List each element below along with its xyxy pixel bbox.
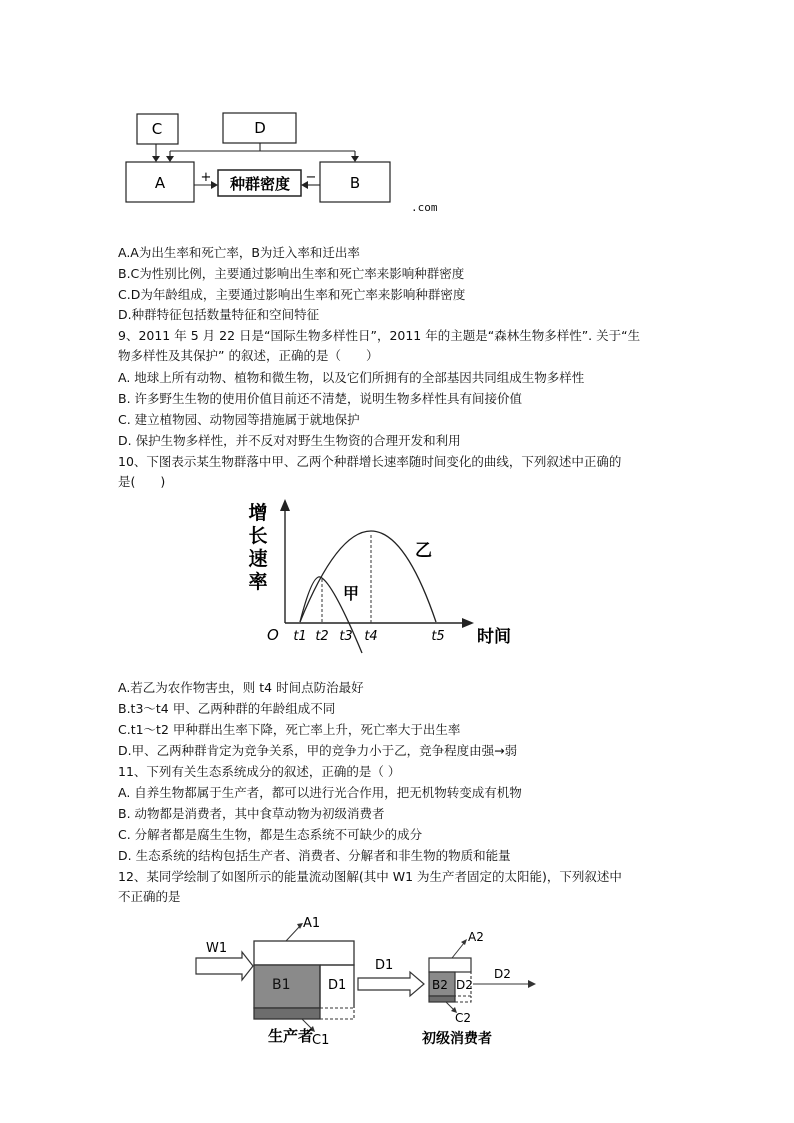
c2-label: C2 bbox=[455, 1011, 472, 1025]
producer-label: 生产者 bbox=[268, 1027, 314, 1045]
q9-option-b: B. 许多野生生物的使用价值目前还不清楚，说明生物多样性具有间接价值 bbox=[118, 391, 523, 406]
growth-rate-graph bbox=[240, 495, 530, 665]
b2-label: B2 bbox=[432, 978, 448, 992]
x-axis-label: 时间 bbox=[477, 627, 511, 647]
d1-box-label: D1 bbox=[328, 978, 347, 993]
w1-label: W1 bbox=[206, 941, 228, 956]
tick-t4: t4 bbox=[364, 629, 378, 644]
q9-option-d: D. 保护生物多样性，并不反对对野生生物资的合理开发和利用 bbox=[118, 433, 461, 448]
q11-option-c: C. 分解者都是腐生生物，都是生态系统不可缺少的成分 bbox=[118, 827, 423, 842]
y-label-char-4: 率 bbox=[248, 571, 268, 593]
curve-jia-label: 甲 bbox=[343, 584, 360, 603]
q9-option-a: A. 地球上所有动物、植物和微生物，以及它们所拥有的全部基因共同组成生物多样性 bbox=[118, 370, 585, 385]
watermark-text: .com bbox=[411, 201, 438, 214]
q10-option-d: D.甲、乙两种群肯定为竞争关系，甲的竞争力小于乙，竞争程度由强→弱 bbox=[118, 743, 518, 758]
q9-option-c: C. 建立植物园、动物园等措施属于就地保护 bbox=[118, 412, 360, 427]
q8-option-d: D.种群特征包括数量特征和空间特征 bbox=[118, 307, 320, 322]
minus-sign: − bbox=[305, 170, 317, 185]
a2-label: A2 bbox=[468, 930, 484, 944]
tick-t3: t3 bbox=[339, 629, 353, 644]
d2-box-label: D2 bbox=[456, 978, 473, 992]
energy-flow-diagram bbox=[190, 910, 550, 1060]
c1-label: C1 bbox=[312, 1033, 330, 1048]
q11-option-d: D. 生态系统的结构包括生产者、消费者、分解者和非生物的物质和能量 bbox=[118, 848, 511, 863]
d2-arrow-label: D2 bbox=[494, 967, 511, 981]
q11-stem: 11、下列有关生态系统成分的叙述，正确的是（ ） bbox=[118, 764, 401, 779]
q9-stem-line2: 物多样性及其保护” 的叙述，正确的是（ ） bbox=[118, 348, 379, 363]
y-label-char-1: 增 bbox=[248, 502, 268, 524]
q8-option-c: C.D为年龄组成，主要通过影响出生率和死亡率来影响种群密度 bbox=[118, 287, 466, 302]
y-label-char-2: 长 bbox=[248, 525, 268, 547]
q11-option-b: B. 动物都是消费者，其中食草动物为初级消费者 bbox=[118, 806, 385, 821]
q10-option-c: C.t1～t2 甲种群出生率下降，死亡率上升，死亡率大于出生率 bbox=[118, 722, 461, 737]
q8-option-b: B.C为性别比例，主要通过影响出生率和死亡率来影响种群密度 bbox=[118, 266, 465, 281]
curve-yi-label: 乙 bbox=[415, 541, 432, 561]
tick-t1: t1 bbox=[293, 629, 307, 644]
box-d-label: D bbox=[254, 119, 266, 137]
q9-stem-line1: 9、2011 年 5 月 22 日是“国际生物多样性日”，2011 年的主题是“森林生物多样性”. 关于“生 bbox=[118, 328, 641, 343]
q12-stem-line1: 12、某同学绘制了如图所示的能量流动图解(其中 W1 为生产者固定的太阳能)，下列叙述中 bbox=[118, 869, 622, 884]
tick-t5: t5 bbox=[431, 629, 445, 644]
box-a-label: A bbox=[154, 174, 166, 192]
population-density-diagram bbox=[110, 100, 450, 220]
box-c-label: C bbox=[151, 120, 163, 138]
box-b-label: B bbox=[349, 174, 361, 192]
q10-stem-line1: 10、下图表示某生物群落中甲、乙两个种群增长速率随时间变化的曲线，下列叙述中正确的 bbox=[118, 454, 622, 469]
q10-option-a: A.若乙为农作物害虫，则 t4 时间点防治最好 bbox=[118, 680, 364, 695]
plus-sign: + bbox=[200, 170, 212, 185]
q10-stem-line2: 是( ) bbox=[118, 474, 166, 489]
q8-option-a: A.A为出生率和死亡率，B为迁入率和迁出率 bbox=[118, 245, 360, 260]
q11-option-a: A. 自养生物都属于生产者，都可以进行光合作用，把无机物转变成有机物 bbox=[118, 785, 522, 800]
a1-label: A1 bbox=[303, 916, 321, 931]
y-label-char-3: 速 bbox=[248, 548, 268, 570]
d1-arrow-label: D1 bbox=[375, 958, 394, 973]
population-density-label: 种群密度 bbox=[229, 175, 291, 193]
b1-label: B1 bbox=[272, 977, 291, 993]
q12-stem-line2: 不正确的是 bbox=[118, 889, 181, 904]
q10-option-b: B.t3～t4 甲、乙两种群的年龄组成不同 bbox=[118, 701, 336, 716]
origin-label: O bbox=[267, 626, 279, 644]
primary-consumer-label: 初级消费者 bbox=[422, 1031, 492, 1047]
tick-t2: t2 bbox=[315, 629, 329, 644]
